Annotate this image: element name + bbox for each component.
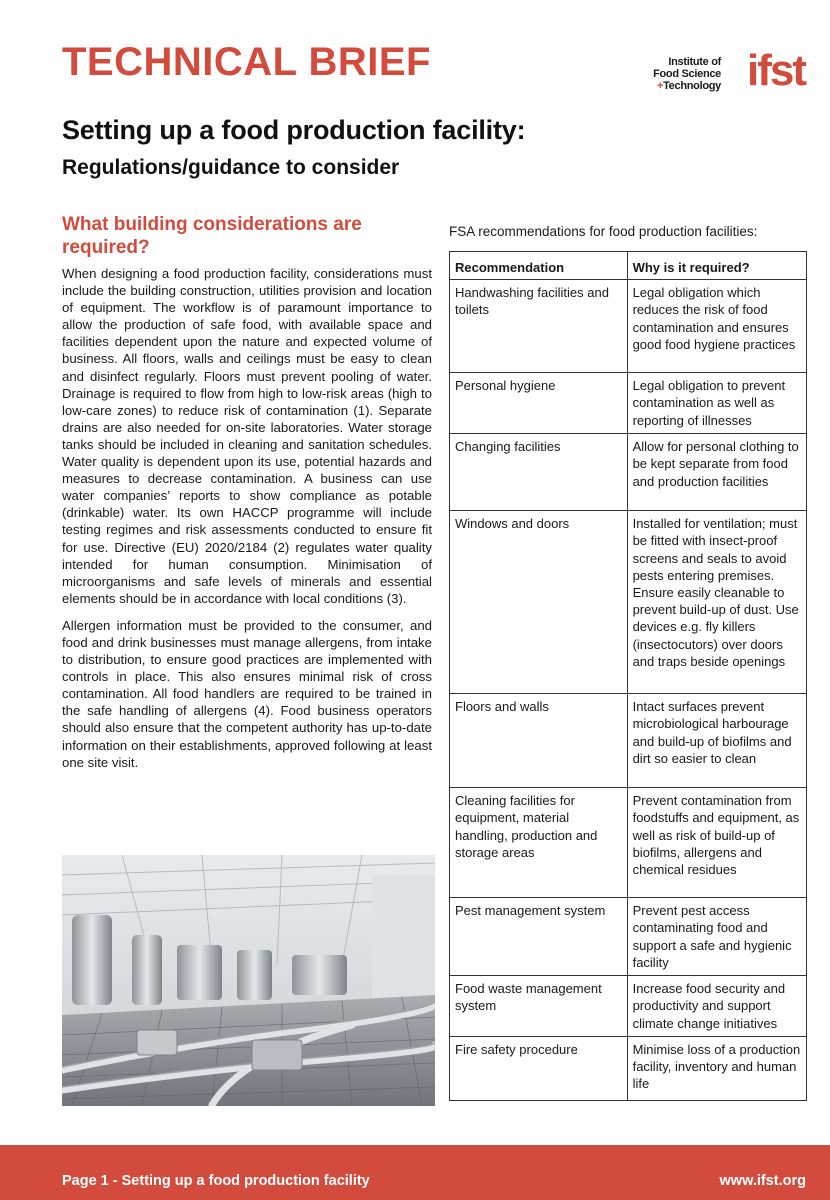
footer-page-label: Page 1 - Setting up a food production facility (62, 1173, 370, 1189)
logo-plus: + (656, 80, 664, 92)
reason-cell: Legal obligation to prevent contamination as well as reporting of illnesses (627, 373, 806, 434)
reason-cell: Minimise loss of a production facility, inventory and human life (627, 1036, 806, 1100)
header-recommendation: Recommendation (450, 252, 628, 280)
table-row (450, 373, 807, 434)
section-heading: What building considerations are required? (62, 214, 362, 258)
reason-cell: Intact surfaces prevent microbiological harbourage and build-up of biofilms and dirt so easier to clean (627, 694, 806, 788)
logo-text (653, 56, 721, 92)
table-caption: FSA recommendations for food production facilities: (449, 224, 758, 239)
page-subtitle: Regulations/guidance to consider (62, 156, 400, 179)
recommendation-cell: Floors and walls (450, 694, 628, 788)
header-why-required: Why is it required? (627, 252, 806, 280)
reason-cell: Prevent contamination from foodstuffs and equipment, as well as risk of build-up of biofilms, allergens and chemical residues (627, 788, 806, 898)
page-title: Setting up a food production facility: (62, 115, 526, 145)
logo-line-1: Institute of (668, 56, 721, 68)
table-row (450, 511, 807, 694)
ifst-logo[interactable] (640, 46, 805, 100)
logo-line-3-text: Technology (663, 80, 721, 92)
footer-url-link[interactable]: www.ifst.org (719, 1173, 806, 1189)
factory-photo (62, 855, 435, 1106)
recommendation-cell: Personal hygiene (450, 373, 628, 434)
logo-line-2: Food Science (653, 68, 721, 80)
recommendations-table (449, 251, 807, 1101)
table-row (450, 788, 807, 898)
body-text (62, 265, 432, 781)
brief-label: TECHNICAL BRIEF (62, 40, 431, 84)
recommendation-cell: Handwashing facilities and toilets (450, 280, 628, 373)
recommendation-cell: Food waste management system (450, 976, 628, 1037)
reason-cell: Increase food security and productivity and support climate change initiatives (627, 976, 806, 1037)
body-paragraph-2: Allergen information must be provided to the consumer, and food and drink businesses must manage allergens, from intake to distribution, to ensure good practices are implemented with controls in place. This also ensures minimal risk of cross contamination. All food handlers are required to be trained in the safe handling of allergens (4). Food business operators should also ensure that the competent authority has up-to-date information on their establishments, approved following at least one site visit. (62, 617, 432, 770)
recommendation-cell: Changing facilities (450, 434, 628, 511)
recommendation-cell: Fire safety procedure (450, 1036, 628, 1100)
reason-cell: Prevent pest access contaminating food and support a safe and hygienic facility (627, 898, 806, 976)
recommendation-cell: Cleaning facilities for equipment, material handling, production and storage areas (450, 788, 628, 898)
reason-cell: Installed for ventilation; must be fitted with insect-proof screens and seals to avoid pests entering premises. Ensure easily cleanable to prevent build-up of dust. Use devices e.g. fly killers (insectocutors) over doors and traps beside openings (627, 511, 806, 694)
table-row (450, 1036, 807, 1100)
table-row (450, 280, 807, 373)
logo-mark: ifst (747, 46, 805, 95)
body-paragraph-1: When designing a food production facility, considerations must include the building construction, utilities provision and location of equipment. The workflow is of paramount importance to allow the production of safe food, with available space and facilities dependent upon the nature and expected volume of business. All floors, walls and ceilings must be easy to clean and disinfect regularly. Floors must prevent pooling of water. Drainage is required to flow from high to low-risk areas (high to low-care zones) to reduce risk of contamination (1). Separate drains are also needed for on-site laboratories. Water storage tanks should be included in cleaning and sanitation schedules. Water quality is dependent upon its use, potential hazards and measures to decrease contamination. A business can use water companies’ reports to show compliance as potable (drinkable) water. Its own HACCP programme will include testing regimes and risk assessments conducted to ensure fit for use. Directive (EU) 2020/2184 (2) regulates water quality intended for human consumption. Minimisation of microorganisms and safe levels of minerals and essential elements should be in accordance with local conditions (3). (62, 266, 432, 606)
logo-line-3 (653, 80, 721, 92)
reason-cell: Allow for personal clothing to be kept separate from food and production facilities (627, 434, 806, 511)
table-row (450, 694, 807, 788)
factory-illustration (62, 855, 435, 1106)
table-row (450, 976, 807, 1037)
table-row (450, 434, 807, 511)
recommendation-cell: Windows and doors (450, 511, 628, 694)
recommendation-cell: Pest management system (450, 898, 628, 976)
table-row (450, 898, 807, 976)
footer-bar (0, 1145, 830, 1200)
table-header-row (450, 252, 807, 280)
reason-cell: Legal obligation which reduces the risk of food contamination and ensures good food hygiene practices (627, 280, 806, 373)
